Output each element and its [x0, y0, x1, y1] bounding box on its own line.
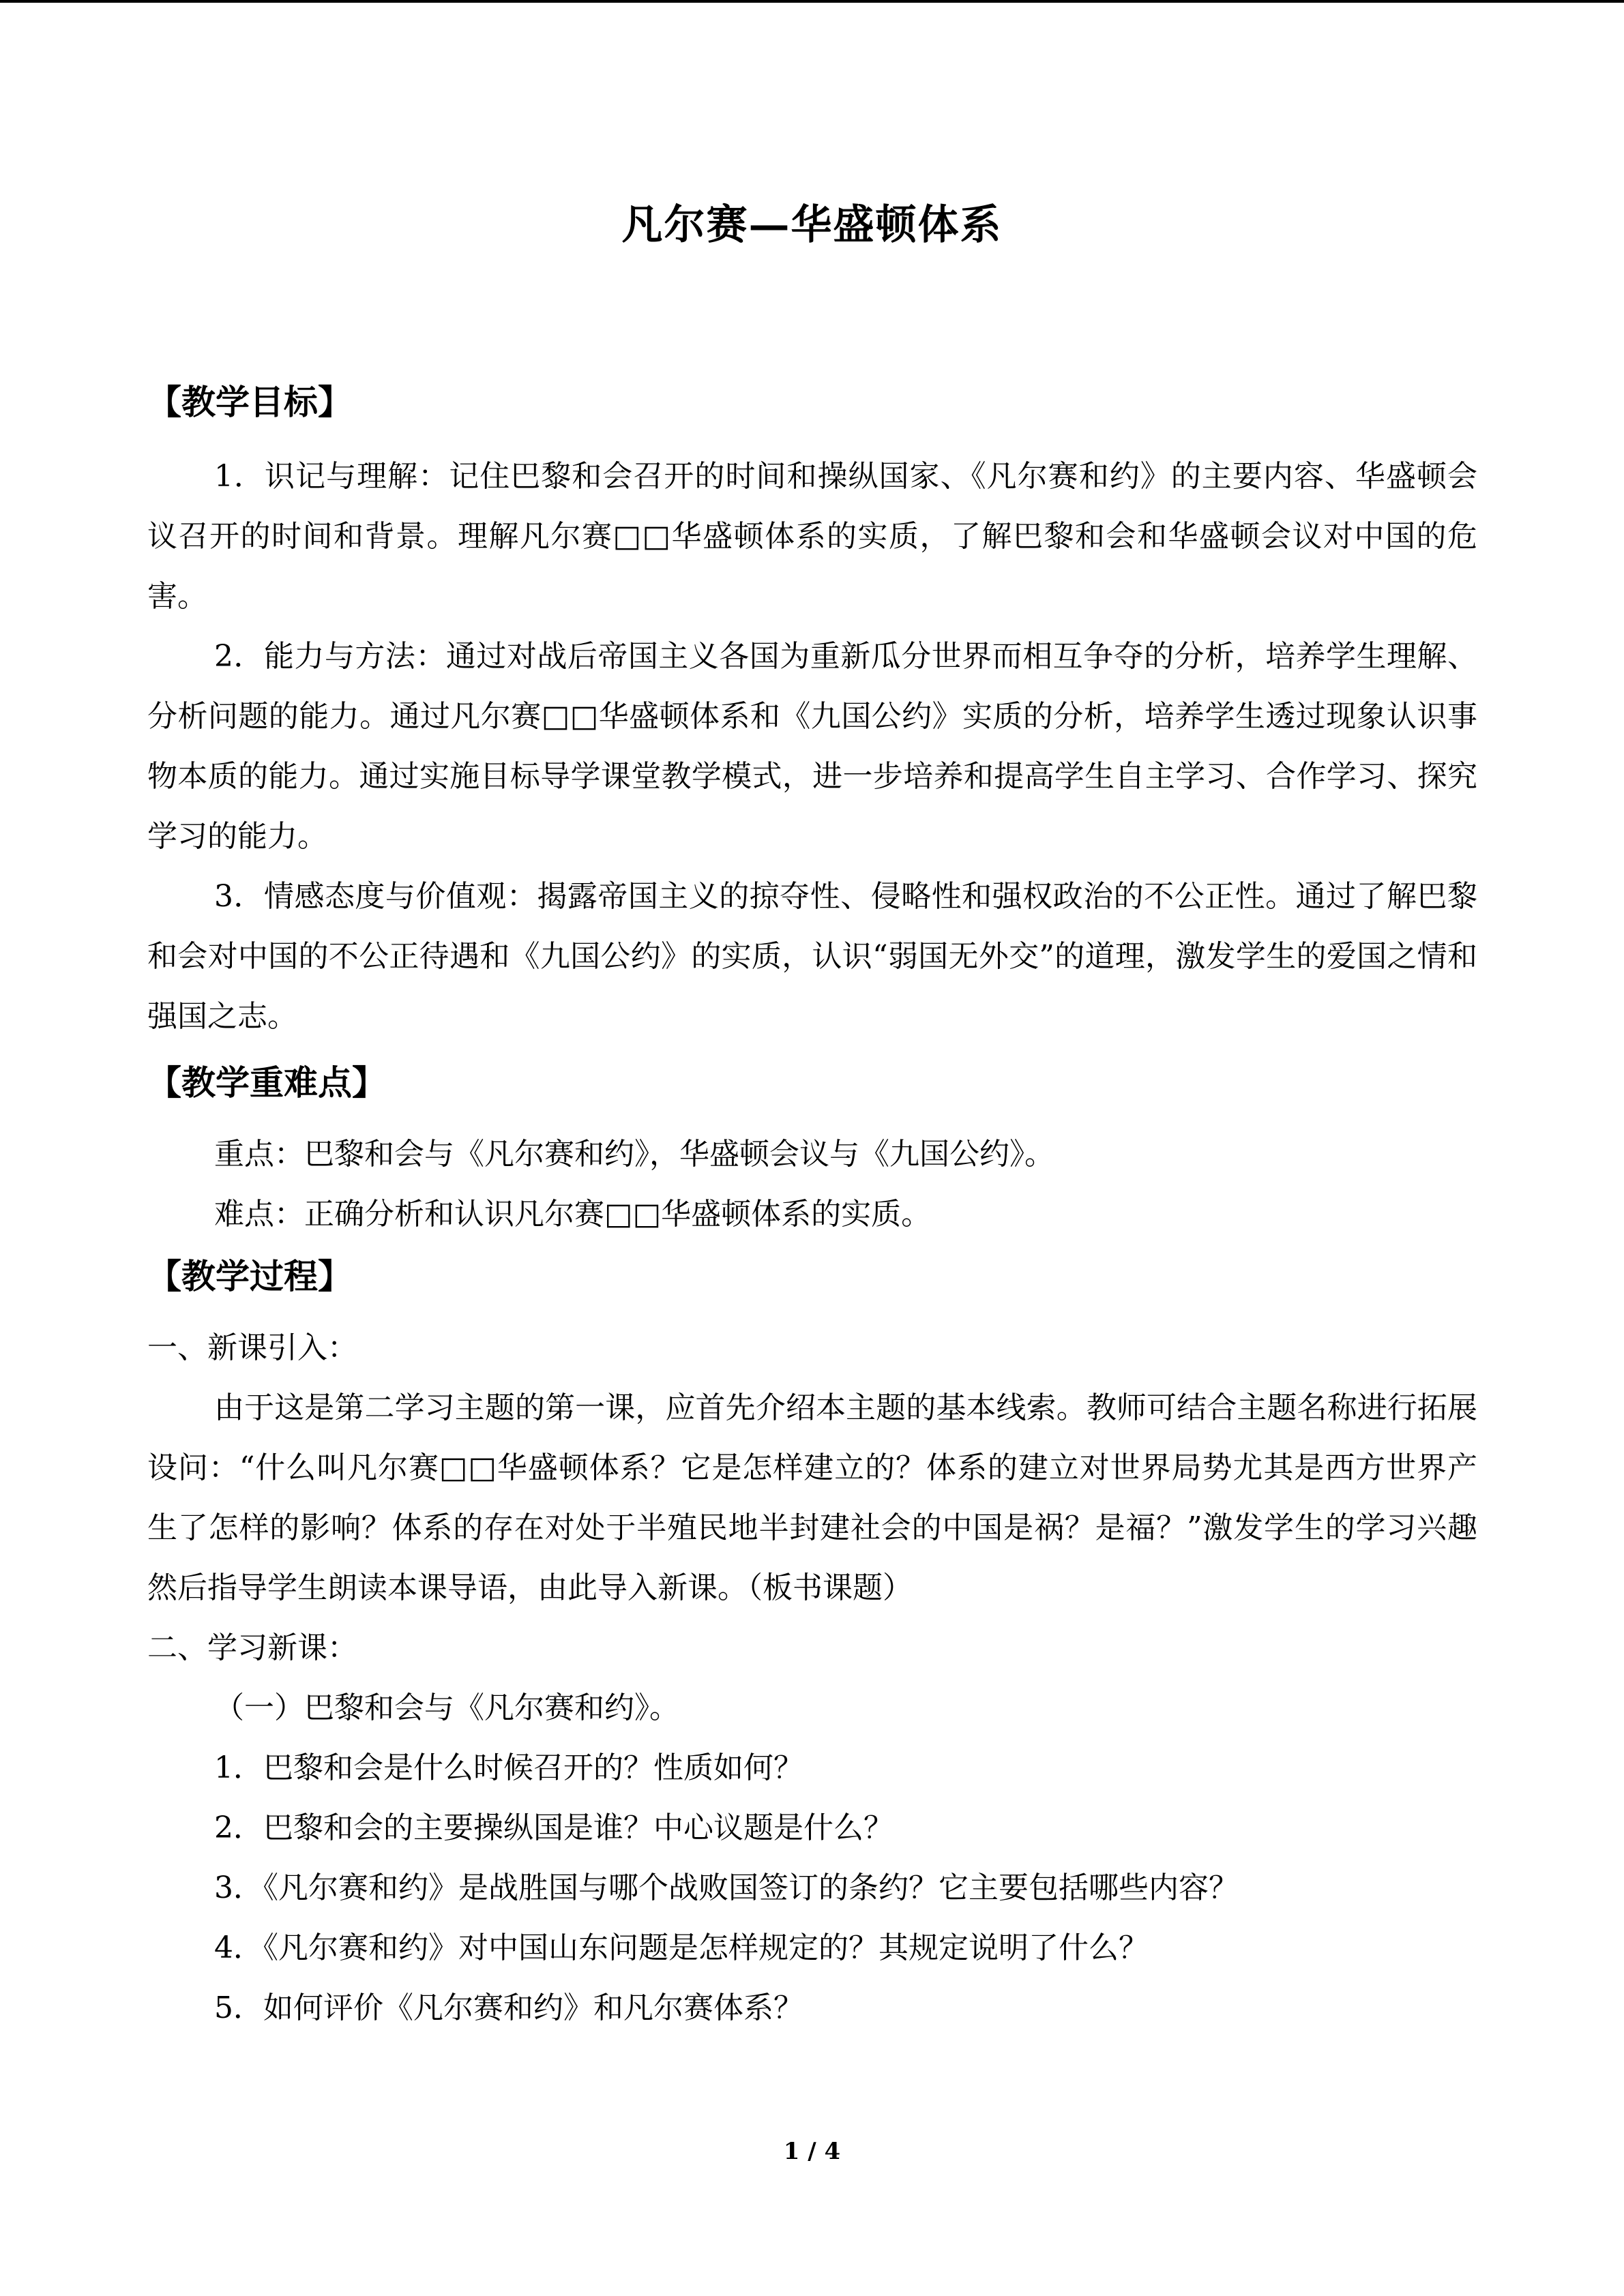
document-body: [147, 382, 1477, 2038]
question-item: 5．如何评价《凡尔赛和约》和凡尔赛体系？: [214, 1991, 803, 2025]
intro-text: 由于这是第二学习主题的第一课，应首先介绍本主题的基本线索。教师可结合主题名称进行拓展设问：“什么叫凡尔赛□□华盛顿体系？它是怎样建立的？体系的建立对世界局势尤其是西方世界产生了怎样的影响？体系的存在对处于半殖民地半封建社会的中国是祸？是福？”激发学生的学习兴趣然后指导学生朗读本课导语，由此导入新课。（板书课题）: [147, 1390, 1477, 1605]
top-border-line: [0, 0, 1624, 3]
sub-heading: （一）巴黎和会与《凡尔赛和约》。: [214, 1690, 679, 1725]
question-item: 1．巴黎和会是什么时候召开的？性质如何？: [214, 1750, 803, 1785]
goal-paragraph: 2．能力与方法：通过对战后帝国主义各国为重新瓜分世界而相互争夺的分析，培养学生理解、分析问题的能力。通过凡尔赛□□华盛顿体系和《九国公约》实质的分析，培养学生透过现象认识事物本质的能力。通过实施目标导学课堂教学模式，进一步培养和提高学生自主学习、合作学习、探究学习的能力。: [147, 639, 1477, 854]
goal-paragraph: 1．识记与理解：记住巴黎和会召开的时间和操纵国家、《凡尔赛和约》的主要内容、华盛顿会议召开的时间和背景。理解凡尔赛□□华盛顿体系的实质，了解巴黎和会和华盛顿会议对中国的危害。: [147, 459, 1477, 614]
document-title: 凡尔赛—华盛顿体系: [621, 201, 1003, 249]
difficulty-point: 难点：正确分析和认识凡尔赛□□华盛顿体系的实质。: [214, 1197, 932, 1232]
question-item: 4．《凡尔赛和约》对中国山东问题是怎样规定的？其规定说明了什么？: [214, 1930, 1149, 1965]
section-heading-key-points: 【教学重难点】: [147, 1062, 386, 1103]
question-item: 3．《凡尔赛和约》是战胜国与哪个战败国签订的条约？它主要包括哪些内容？: [214, 1870, 1239, 1905]
section-heading-goals: 【教学目标】: [147, 382, 352, 422]
focus-point: 重点：巴黎和会与《凡尔赛和约》，华盛顿会议与《九国公约》。: [214, 1137, 1054, 1172]
intro-label: 一、新课引入：: [147, 1330, 357, 1365]
section-heading-process: 【教学过程】: [147, 1256, 352, 1296]
new-lesson-label: 二、学习新课：: [147, 1630, 357, 1665]
question-item: 2．巴黎和会的主要操纵国是谁？中心议题是什么？: [214, 1810, 894, 1845]
page-number: 1 / 4: [783, 2138, 841, 2165]
goal-paragraph: 3．情感态度与价值观：揭露帝国主义的掠夺性、侵略性和强权政治的不公正性。通过了解巴黎和会对中国的不公正待遇和《九国公约》的实质，认识“弱国无外交”的道理，激发学生的爱国之情和强国之志。: [147, 879, 1477, 1034]
